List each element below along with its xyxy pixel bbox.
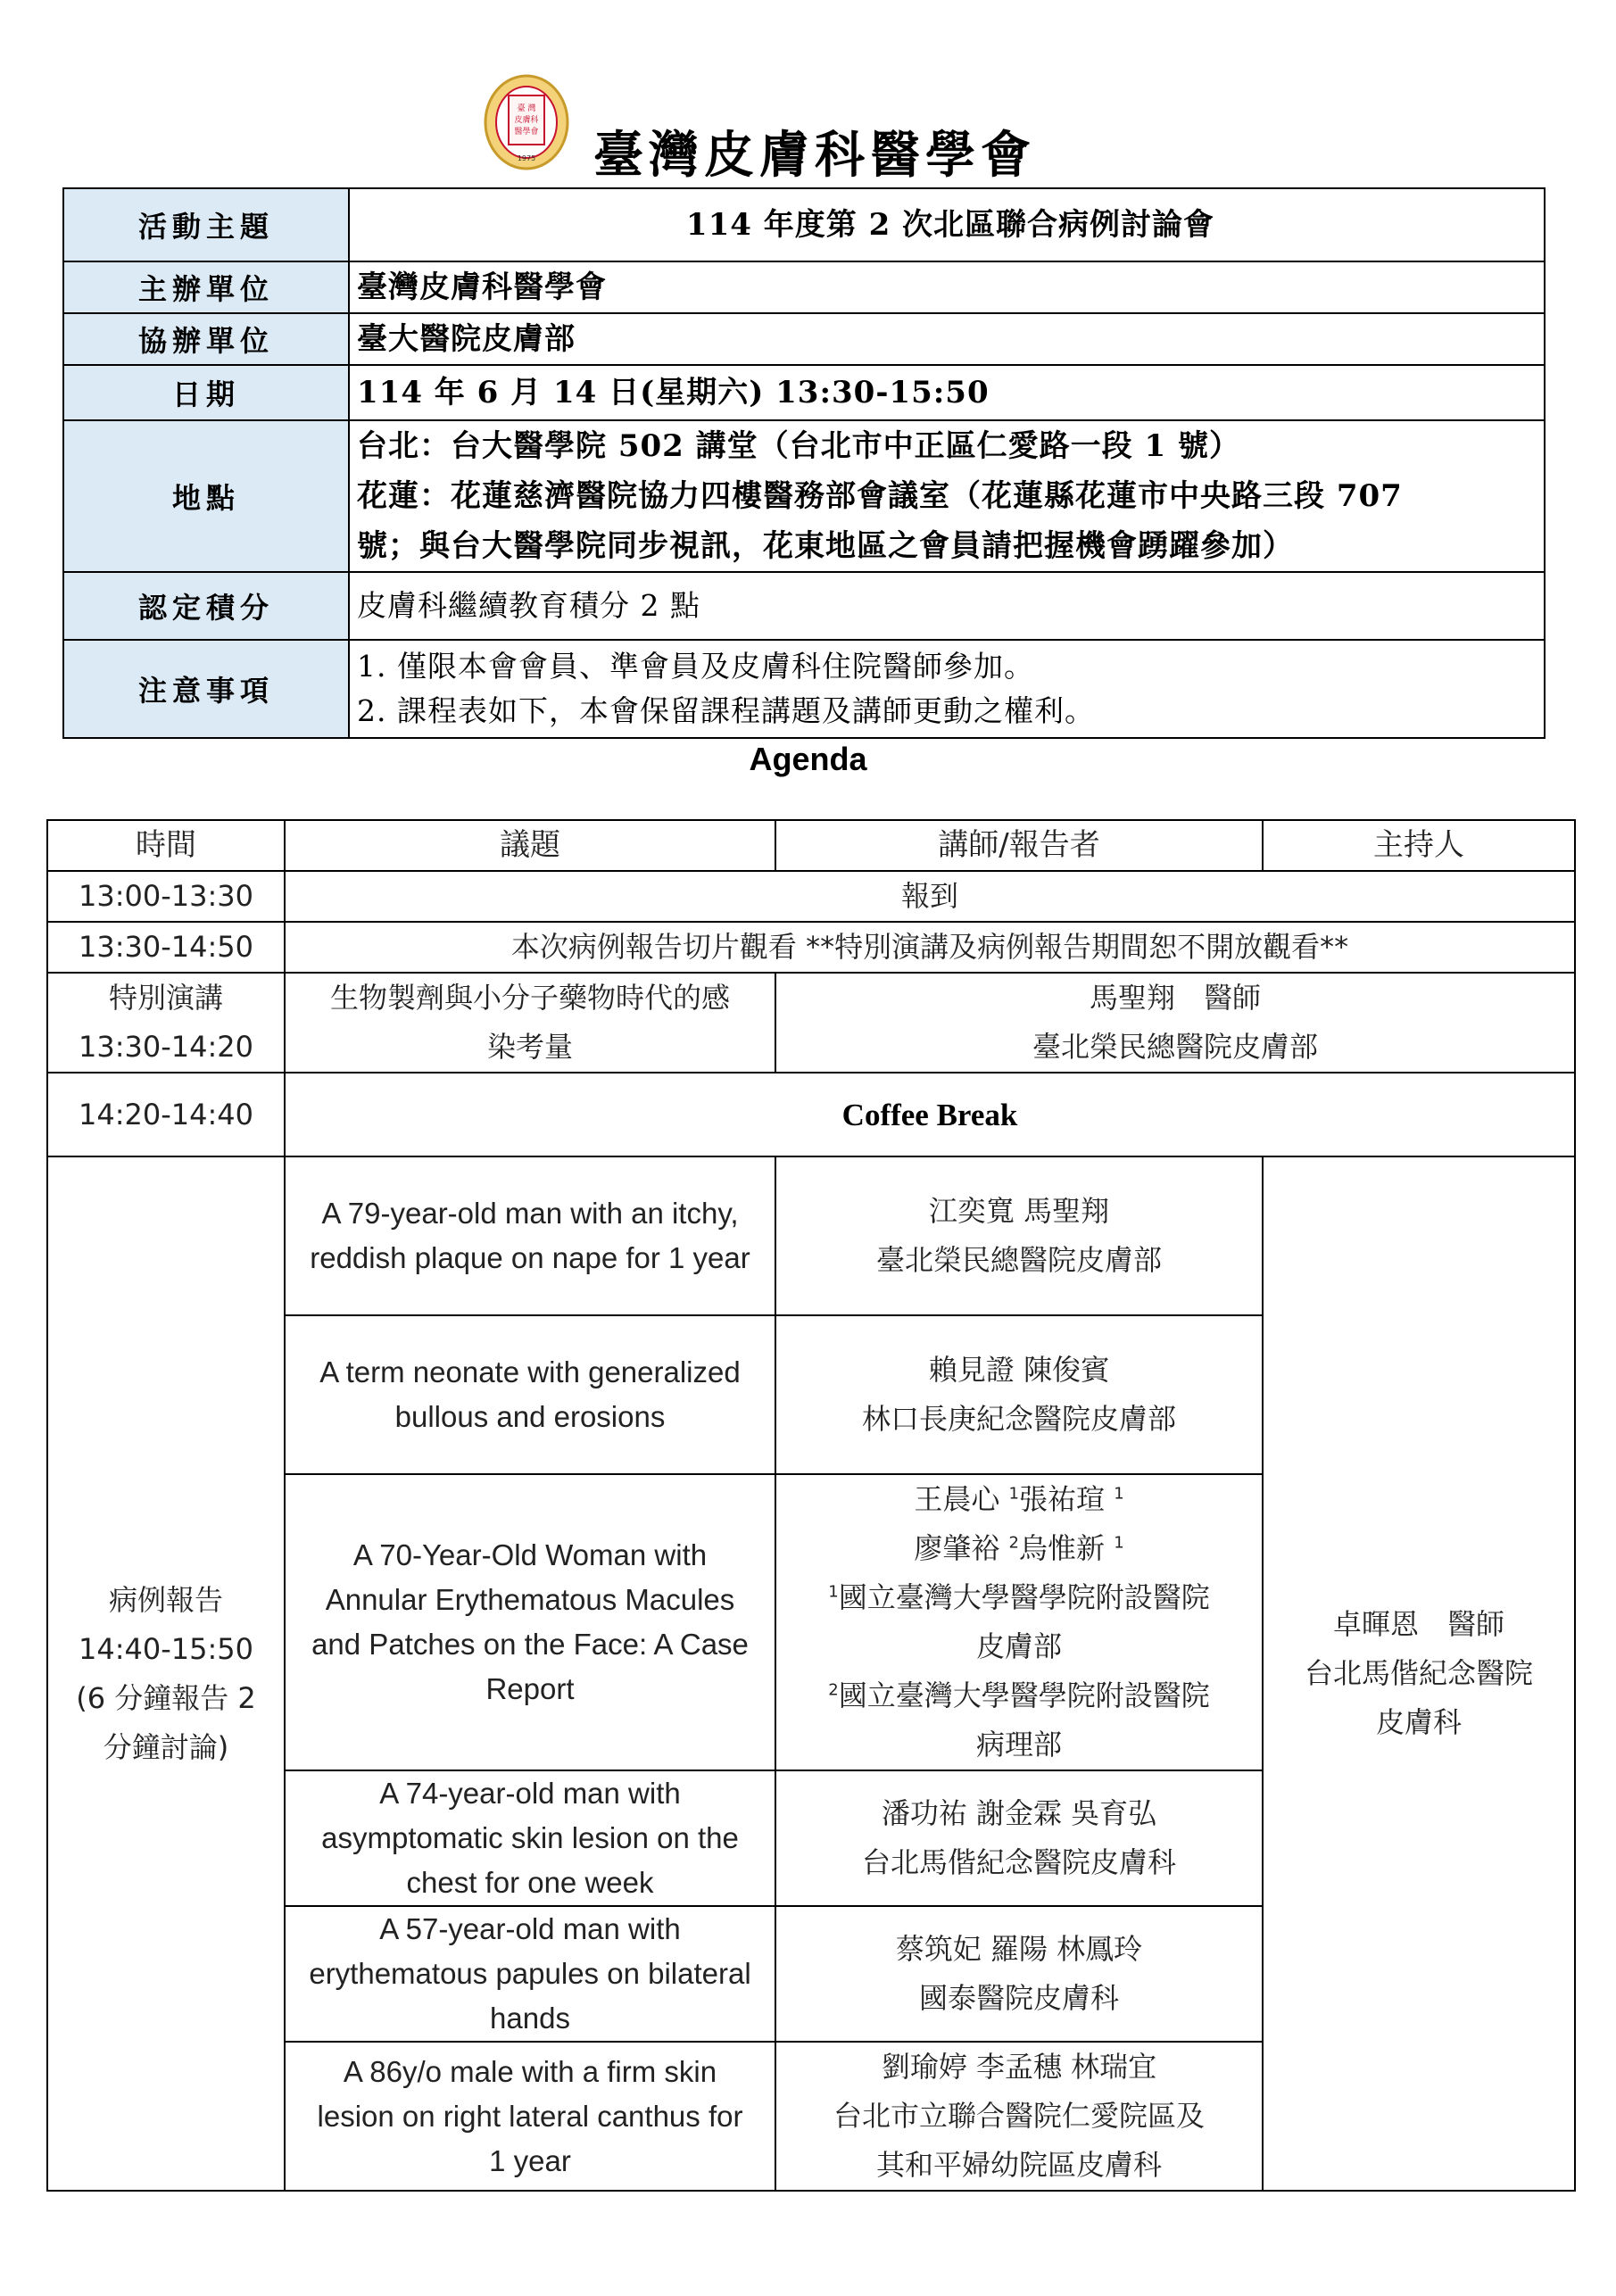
speaker-line: 賴見證 陳俊賓 bbox=[928, 1353, 1110, 1387]
moderator-line: 台北馬偕紀念醫院 bbox=[1304, 1656, 1533, 1690]
affiliation-mark: 2 bbox=[1008, 1533, 1019, 1553]
time-line: 分鐘討論) bbox=[103, 1729, 229, 1764]
topic-cell bbox=[285, 1315, 775, 1474]
topic-line: Annular Erythematous Macules bbox=[325, 1583, 735, 1616]
topic-line: A 57-year-old man with bbox=[379, 1912, 681, 1945]
topic-line: reddish plaque on nape for 1 year bbox=[310, 1241, 750, 1274]
affiliation-line: 病理部 bbox=[975, 1728, 1062, 1761]
break-cell: Coffee Break bbox=[285, 1073, 1575, 1156]
note-line: 2. 課程表如下，本會保留課程講題及講師更動之權利。 bbox=[357, 693, 1095, 728]
speaker-cell bbox=[775, 973, 1575, 1073]
svg-text:皮膚科: 皮膚科 bbox=[514, 116, 539, 125]
affiliation-mark: 1 bbox=[1114, 1533, 1124, 1553]
topic-line: lesion on right lateral canthus for bbox=[317, 2099, 743, 2133]
agenda-row-case bbox=[47, 1156, 1575, 1315]
speaker-cell bbox=[775, 1474, 1263, 1770]
speaker-cell bbox=[775, 2042, 1263, 2191]
topic-line: erythematous papules on bilateral bbox=[309, 1957, 751, 1990]
svg-text:1975: 1975 bbox=[517, 154, 536, 162]
info-row-location bbox=[63, 420, 1545, 572]
time-line: 13:30-14:20 bbox=[79, 1030, 253, 1064]
topic-line: Report bbox=[485, 1672, 575, 1705]
speaker-line: 臺北榮民總醫院皮膚部 bbox=[875, 1243, 1162, 1277]
moderator-cell bbox=[1263, 1156, 1575, 2191]
topic-cell bbox=[285, 1474, 775, 1770]
info-value: 114 年 6 月 14 日(星期六) 13:30-15:50 bbox=[349, 365, 1545, 420]
info-row-date bbox=[63, 365, 1545, 420]
speaker-name: 烏惟新 bbox=[1019, 1531, 1106, 1565]
info-label: 注意事項 bbox=[63, 640, 349, 738]
topic-line: chest for one week bbox=[406, 1866, 654, 1899]
affiliation-line bbox=[776, 1671, 1262, 1720]
agenda-row-special-lecture bbox=[47, 973, 1575, 1073]
time-cell: 14:20-14:40 bbox=[47, 1073, 285, 1156]
topic-line: 1 year bbox=[489, 2143, 571, 2177]
time-line: 特別演講 bbox=[108, 981, 223, 1015]
time-line: 病例報告 bbox=[108, 1582, 223, 1617]
speaker-line: 馬聖翔 醫師 bbox=[1089, 981, 1261, 1015]
speaker-line: 台北馬偕紀念醫院皮膚科 bbox=[861, 1845, 1176, 1879]
speaker-line: 臺北榮民總醫院皮膚部 bbox=[1032, 1030, 1318, 1064]
speaker-line: 潘功祐 謝金霖 吳育弘 bbox=[881, 1796, 1157, 1830]
info-label: 主辦單位 bbox=[63, 261, 349, 313]
column-header: 議題 bbox=[285, 820, 775, 871]
topic-line: 染考量 bbox=[486, 1030, 573, 1064]
info-row-topic bbox=[63, 188, 1545, 261]
agenda-row-break bbox=[47, 1073, 1575, 1156]
affiliation-text: 國立臺灣大學醫學院附設醫院 bbox=[838, 1678, 1210, 1712]
column-header: 講師/報告者 bbox=[775, 820, 1263, 871]
location-line: 台北：台大醫學院 502 講堂（台北市中正區仁愛路一段 1 號） bbox=[357, 428, 1240, 464]
affiliation-mark: 1 bbox=[1114, 1484, 1124, 1504]
event-info-table bbox=[62, 187, 1546, 739]
topic-line: hands bbox=[490, 2002, 570, 2035]
info-value: 皮膚科繼續教育積分 2 點 bbox=[349, 572, 1545, 640]
svg-text:臺 灣: 臺 灣 bbox=[517, 104, 536, 113]
affiliation-mark: 1 bbox=[1008, 1484, 1019, 1504]
agenda-title: Agenda bbox=[749, 741, 867, 777]
info-value bbox=[349, 640, 1545, 738]
topic-line: and Patches on the Face: A Case bbox=[311, 1628, 749, 1661]
speaker-cell bbox=[775, 1770, 1263, 1906]
affiliation-mark: 1 bbox=[828, 1582, 839, 1602]
viewing-cell: 本次病例報告切片觀看 **特別演講及病例報告期間恕不開放觀看** bbox=[285, 922, 1575, 973]
note-line: 1. 僅限本會會員、準會員及皮膚科住院醫師參加。 bbox=[357, 649, 1034, 684]
moderator-line: 卓暉恩 醫師 bbox=[1332, 1607, 1504, 1641]
speaker-name: 張祐瑄 bbox=[1019, 1482, 1106, 1516]
speaker-line: 蔡筑妃 羅陽 林鳳玲 bbox=[895, 1932, 1143, 1966]
info-value bbox=[349, 420, 1545, 572]
info-row-credits bbox=[63, 572, 1545, 640]
info-label: 協辦單位 bbox=[63, 313, 349, 365]
topic-line: A 74-year-old man with bbox=[379, 1777, 681, 1810]
topic-line: asymptomatic skin lesion on the bbox=[321, 1821, 739, 1854]
speaker-line: 林口長庚紀念醫院皮膚部 bbox=[861, 1402, 1176, 1436]
time-cell: 13:00-13:30 bbox=[47, 871, 285, 922]
topic-cell bbox=[285, 1156, 775, 1315]
time-cell: 13:30-14:50 bbox=[47, 922, 285, 973]
speaker-name: 廖肇裕 bbox=[914, 1531, 1000, 1565]
time-line: 14:40-15:50 bbox=[79, 1631, 253, 1666]
page-title: 臺灣皮膚科醫學會 bbox=[593, 126, 1036, 185]
association-logo bbox=[482, 73, 571, 171]
topic-line: A 79-year-old man with an itchy, bbox=[321, 1197, 739, 1230]
speaker-line: 其和平婦幼院區皮膚科 bbox=[875, 2148, 1162, 2182]
cases-time-cell bbox=[47, 1156, 285, 2191]
affiliation-text: 國立臺灣大學醫學院附設醫院 bbox=[838, 1580, 1210, 1614]
speaker-name: 王晨心 bbox=[914, 1482, 1000, 1516]
speaker-line: 台北市立聯合醫院仁愛院區及 bbox=[833, 2099, 1205, 2133]
affiliation-line: 皮膚部 bbox=[975, 1629, 1062, 1663]
speaker-cell bbox=[775, 1156, 1263, 1315]
info-value: 臺大醫院皮膚部 bbox=[349, 313, 1545, 365]
location-line: 花蓮：花蓮慈濟醫院協力四樓醫務部會議室（花蓮縣花蓮市中央路三段 707 bbox=[357, 478, 1403, 514]
speaker-line: 國泰醫院皮膚科 bbox=[918, 1981, 1119, 2015]
agenda-row-registration bbox=[47, 871, 1575, 922]
info-label: 日期 bbox=[63, 365, 349, 420]
time-line: (6 分鐘報告 2 bbox=[76, 1680, 256, 1715]
info-value: 臺灣皮膚科醫學會 bbox=[349, 261, 1545, 313]
moderator-line: 皮膚科 bbox=[1375, 1705, 1462, 1739]
info-label: 地點 bbox=[63, 420, 349, 572]
topic-cell bbox=[285, 973, 775, 1073]
affiliation-mark: 2 bbox=[828, 1680, 839, 1700]
location-line: 號；與台大醫學院同步視訊，花東地區之會員請把握機會踴躍參加） bbox=[357, 528, 1294, 564]
svg-text:醫學會: 醫學會 bbox=[514, 128, 539, 137]
speaker-cell bbox=[775, 1906, 1263, 2042]
speaker-cell bbox=[775, 1315, 1263, 1474]
info-row-notes bbox=[63, 640, 1545, 738]
topic-cell bbox=[285, 2042, 775, 2191]
affiliation-line bbox=[776, 1573, 1262, 1622]
info-row-organizer bbox=[63, 261, 1545, 313]
speaker-line: 江奕寬 馬聖翔 bbox=[928, 1194, 1110, 1228]
agenda-row-viewing bbox=[47, 922, 1575, 973]
column-header: 主持人 bbox=[1263, 820, 1575, 871]
info-label: 認定積分 bbox=[63, 572, 349, 640]
topic-line: A 70-Year-Old Woman with bbox=[352, 1538, 708, 1571]
speaker-line: 劉瑜婷 李孟穗 林瑞宜 bbox=[881, 2050, 1157, 2084]
agenda-table bbox=[46, 819, 1576, 2192]
info-row-co-organizer bbox=[63, 313, 1545, 365]
topic-cell bbox=[285, 1906, 775, 2042]
agenda-header-row bbox=[47, 820, 1575, 871]
registration-cell: 報到 bbox=[285, 871, 1575, 922]
topic-line: 生物製劑與小分子藥物時代的感 bbox=[329, 981, 730, 1015]
topic-line: A 86y/o male with a firm skin bbox=[343, 2054, 717, 2088]
topic-line: A term neonate with generalized bbox=[319, 1355, 741, 1388]
info-label: 活動主題 bbox=[63, 188, 349, 261]
topic-line: bullous and erosions bbox=[394, 1400, 666, 1433]
column-header: 時間 bbox=[47, 820, 285, 871]
info-value: 114 年度第 2 次北區聯合病例討論會 bbox=[349, 188, 1545, 261]
speaker-line bbox=[776, 1524, 1262, 1573]
speaker-line bbox=[776, 1475, 1262, 1524]
topic-cell bbox=[285, 1770, 775, 1906]
time-cell bbox=[47, 973, 285, 1073]
